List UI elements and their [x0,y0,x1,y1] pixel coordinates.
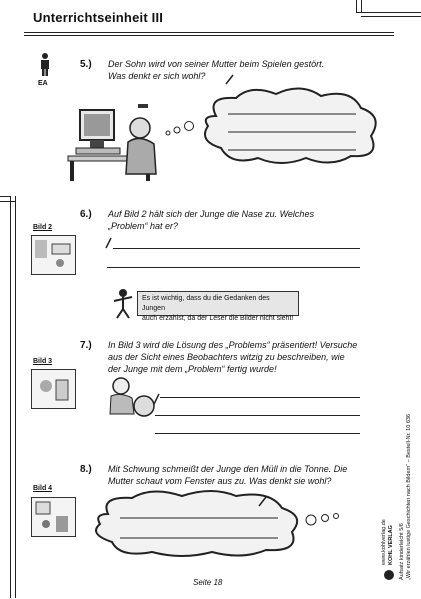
task-number: 5.) [80,59,92,70]
pencil-icon [258,495,268,507]
frame-line [356,0,357,12]
answer-line[interactable] [113,248,360,249]
page-title: Unterrichtseinheit III [33,10,164,25]
sidebar-publisher-info: Aufsatz kinderleicht 5/6 „Wir erzählen lustige Geschichten nach Bildern“ – Bestell-Nr. 10 636 [399,414,412,580]
answer-line[interactable] [155,433,360,434]
task-text: Der Sohn wird von seiner Mutter beim Spielen gestört. Was denkt er sich wohl? [108,59,325,81]
frame-line [361,16,421,17]
frame-line [361,0,362,12]
pencil-icon [225,73,235,85]
page-number: Seite 18 [193,578,223,587]
frame-line [0,201,15,202]
bild-label: Bild 4 [33,485,53,492]
boy-computer-illustration [64,98,170,184]
frame-line [356,12,421,13]
publisher-logo-icon [383,568,395,582]
answer-line[interactable] [160,397,360,398]
ea-label: EA [38,80,48,87]
title-rule [24,35,394,36]
frame-line [10,196,11,598]
boy-bag-illustration [106,376,156,418]
answer-line[interactable] [107,267,360,268]
bild-label: Bild 3 [33,358,53,365]
bild-label: Bild 2 [33,224,53,231]
bild-2-thumbnail [31,235,76,275]
frame-line [0,196,10,197]
publisher-name: KOHL VERLAG [388,525,394,565]
thought-cloud [196,86,386,166]
task-text: In Bild 3 wird die Lösung des „Problems“ präsentiert! Versuche aus der Sicht eines Beobachters witzig zu beschreiben, wie der Junge mit dem „Problem“ fertig wurde! [108,340,358,374]
task-text: Mit Schwung schmeißt der Junge den Müll in die Tonne. Die Mutter schaut vom Fenster aus zu. Was denkt sie wohl? [108,464,348,486]
thought-dots [304,508,344,530]
thought-cloud [86,488,310,558]
task-number: 7.) [80,340,92,351]
info-box: Es ist wichtig, dass du die Gedanken des Jungen auch erzählst, da der Leser die Bilder nicht sieht! [137,291,299,316]
answer-line[interactable] [155,415,360,416]
bild-4-thumbnail [31,497,76,537]
thought-dots [164,119,198,139]
mascot-icon [112,287,134,319]
publisher-web: www.kohlverlag.de [381,519,387,565]
task-text: Auf Bild 2 hält sich der Junge die Nase zu. Welches „Problem“ hat er? [108,209,314,231]
person-icon [37,52,53,80]
bild-3-thumbnail [31,369,76,409]
task-number: 8.) [80,464,92,475]
task-number: 6.) [80,209,92,220]
pencil-icon [153,393,161,405]
frame-line [15,196,16,598]
pencil-icon [105,237,113,249]
title-rule [24,32,394,33]
